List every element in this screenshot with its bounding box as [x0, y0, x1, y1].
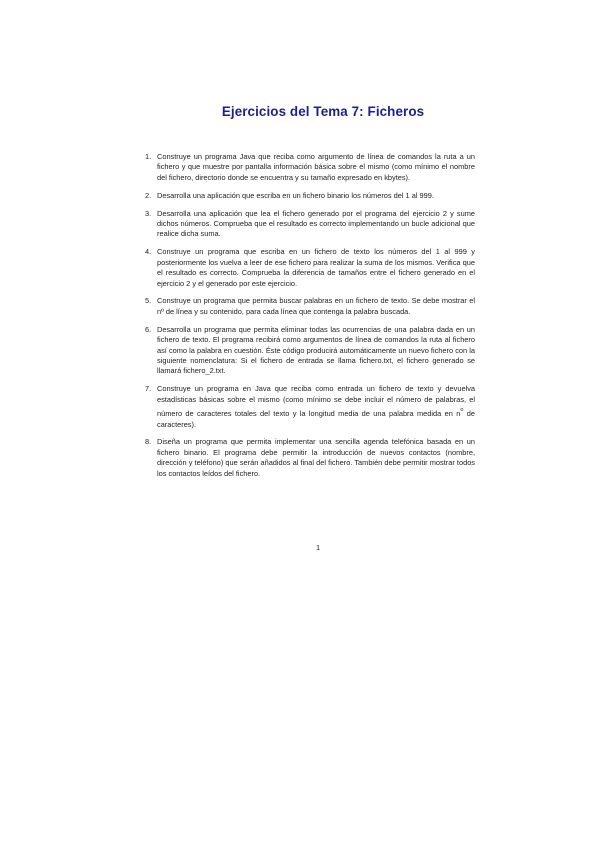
exercise-text: Construye un programa que escriba en un fichero de texto los números del 1 al 999 y posteriormente los vuelva a leer de ese fichero para realizar la suma de los mismos. Verifica que el resultado es correcto. Comprueba la diferencia de tamaños entre el fichero generado en el ejercicio 2 y el generado por este ejercicio.: [157, 247, 475, 288]
exercise-number: 4.: [145, 247, 152, 257]
page-number: 1: [315, 543, 321, 552]
document-title: Ejercicios del Tema 7: Ficheros: [221, 104, 425, 119]
exercise-text: Desarrolla una aplicación que lea el fichero generado por el programa del ejercicio 2 y sume dichos números. Comprueba que el resultado es correcto implementando un bucle adicional que realice dicha suma.: [157, 208, 475, 239]
exercise-item: [145, 247, 475, 289]
exercise-item: [145, 325, 475, 377]
exercise-text: Desarrolla un programa que permita eliminar todas las ocurrencias de una palabra dada en un fichero de texto. El programa recibirá como argumentos de línea de comandos la ruta al fichero así como la palabra en cuestión. Éste código producirá automáticamente un nuevo fichero con la siguiente nomenclatura: Si el fichero de entrada se llama fichero.txt, el fichero generado se llamará fichero_2.txt.: [157, 324, 475, 376]
exercise-text-end: de caracteres).: [157, 409, 475, 429]
exercise-item: [145, 209, 475, 240]
exercise-number: 6.: [145, 324, 152, 334]
exercise-number: 1.: [145, 152, 152, 161]
exercise-list: [145, 152, 475, 487]
exercise-number: 2.: [145, 190, 152, 200]
ordinal-superscript: o: [460, 407, 464, 414]
exercise-number: 7.: [145, 384, 152, 394]
exercise-number: 5.: [145, 296, 152, 306]
exercise-number: 3.: [145, 208, 152, 218]
exercise-text: Construye un programa en Java que reciba como entrada un fichero de texto y devuelva estadísticas básicas sobre el mismo (como mínimo se debe incluir el número de palabras, el número de caracteres totales del texto y la longitud media de una palabra medida en n: [157, 384, 475, 419]
exercise-number: 8.: [145, 437, 152, 447]
exercise-text: Desarrolla una aplicación que escriba en un fichero binario los números del 1 al 999.: [157, 190, 434, 200]
exercise-item: [145, 384, 475, 430]
exercise-text: Construye un programa que permita buscar palabras en un fichero de texto. Se debe mostrar el nº de línea y su contenido, para cada línea que contenga la palabra buscada.: [157, 296, 475, 316]
exercise-item: [145, 296, 475, 317]
exercise-item: [145, 437, 475, 479]
exercise-item: [145, 191, 475, 201]
exercise-text: Diseña un programa que permita implementar una sencilla agenda telefónica basada en un fichero binario. El programa debe permitir la introducción de nuevos contactos (nombre, dirección y teléfono) que serán añadidos al final del fichero. También debe permitir mostrar todos los contactos leídos del fichero.: [157, 437, 475, 478]
exercise-text: Construye un programa Java que reciba como argumento de línea de comandos la ruta a un fichero y que muestre por pantalla información básica sobre el mismo (como mínimo el nombre del fichero, directorio donde se encuentra y su tamaño expresado en kbytes).: [157, 152, 475, 182]
exercise-item: [145, 152, 475, 183]
